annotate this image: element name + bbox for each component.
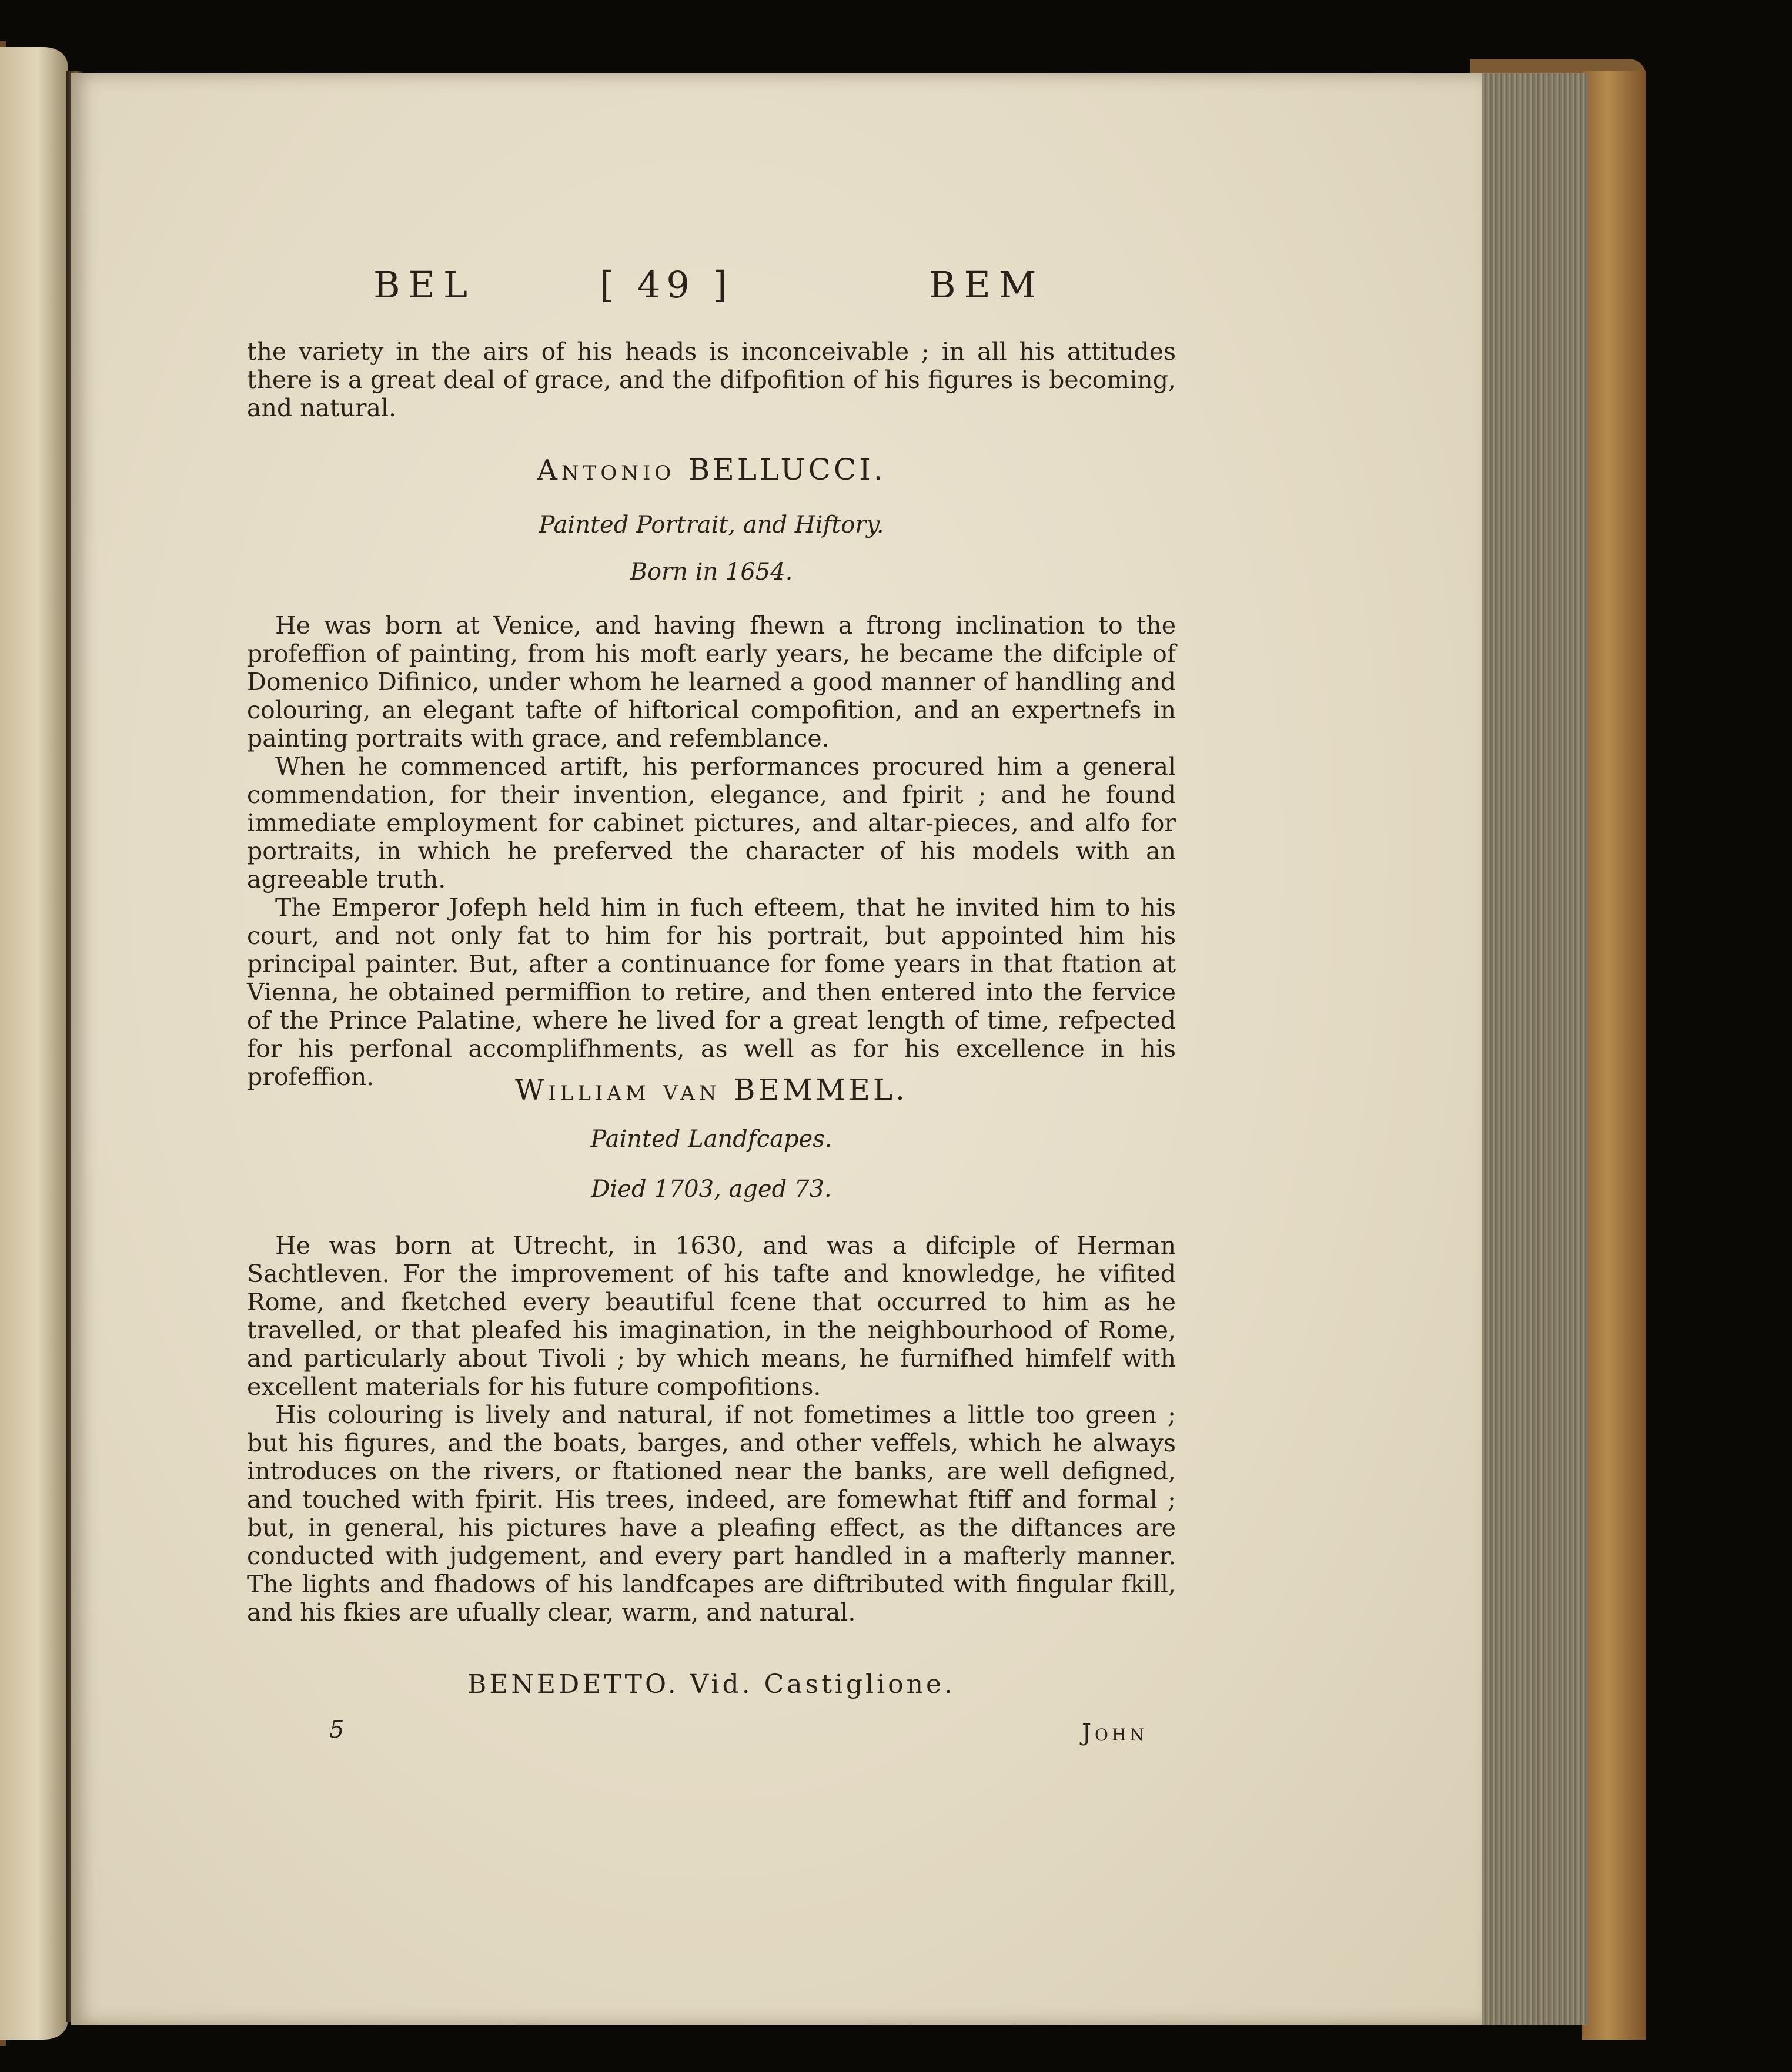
page-number: [ 49 ] [600,263,733,306]
entry-subtitle-bemmel: Painted Landfcapes. [590,1126,833,1153]
paragraph: He was born at Utrecht, in 1630, and was a difciple of Herman Sachtleven. For the improvement of his tafte and knowledge, he vifited Rome, and fketched every beautiful fcene that occurred to him as he travelled, or that pleafed his imagination, in the neighbourhood of Rome, and particularly about Tivoli ; by which means, he furnifhed himfelf with excellent materials for his future compofitions. [247,1231,1176,1401]
running-head-left: BEL [373,263,476,306]
continuation-text: the variety in the airs of his heads is inconceivable ; in all his attitudes there is a great deal of grace, and the difpofition of his figures is becoming, and natural. [247,337,1176,422]
entry-body-bemmel [247,1231,1176,1626]
entry-subtitle-bellucci: Painted Portrait, and Hiftory. [539,511,884,538]
entry-surname: BELLUCCI. [688,453,886,487]
continuation-paragraph [247,337,1176,422]
entry-dates-bemmel: Died 1703, aged 73. [591,1176,832,1203]
paragraph: When he commenced artift, his performances procured him a general commendation, for their invention, elegance, and fpirit ; and he found immediate employment for cabinet pictures, and altar-pieces, and alfo for portraits, in which he preferved the character of his models with an agreeable truth. [247,752,1176,893]
entry-heading-bellucci [247,453,1176,487]
catchword: John [1082,1719,1148,1746]
book-cover-edge [1582,71,1646,2040]
entry-body-bellucci [247,611,1176,1091]
facing-page-edge [0,47,68,2040]
cross-reference: BENEDETTO. Vid. Castiglione. [467,1669,956,1699]
entry-heading-bemmel [247,1073,1176,1107]
entry-first-name: William van [514,1074,721,1107]
entry-surname: BEMMEL. [733,1073,908,1107]
paragraph: The Emperor Jofeph held him in fuch efteem, that he invited him to his court, and not only fat to him for his portrait, but appointed him his principal painter. But, after a continuance for fome years in that ftation at Vienna, he obtained permiffion to retire, and then entered into the fervice of the Prince Palatine, where he lived for a great length of time, refpected for his perfonal accomplifhments, as well as for his excellence in his profeffion. [247,893,1176,1091]
entry-dates-bellucci: Born in 1654. [630,558,793,585]
page-block-edges [1473,73,1588,2025]
running-head-right: BEM [929,263,1045,306]
entry-first-name: Antonio [537,454,676,487]
paragraph: He was born at Venice, and having fhewn a ftrong inclination to the profeffion of painting, from his moft early years, he became the difciple of Domenico Difinico, under whom he learned a good manner of handling and colouring, an elegant tafte of hiftorical compofition, and an expertnefs in painting portraits with grace, and refemblance. [247,611,1176,752]
paragraph: His colouring is lively and natural, if not fometimes a little too green ; but his figures, and the boats, barges, and other veffels, which he always introduces on the rivers, or ftationed near the banks, are well defigned, and touched with fpirit. His trees, indeed, are fomewhat ftiff and formal ; but, in general, his pictures have a pleafing effect, as the diftances are conducted with judgement, and every part handled in a mafterly manner. The lights and fhadows of his landfcapes are diftributed with fingular fkill, and his fkies are ufually clear, warm, and natural. [247,1401,1176,1626]
signature-mark: 5 [329,1716,345,1743]
